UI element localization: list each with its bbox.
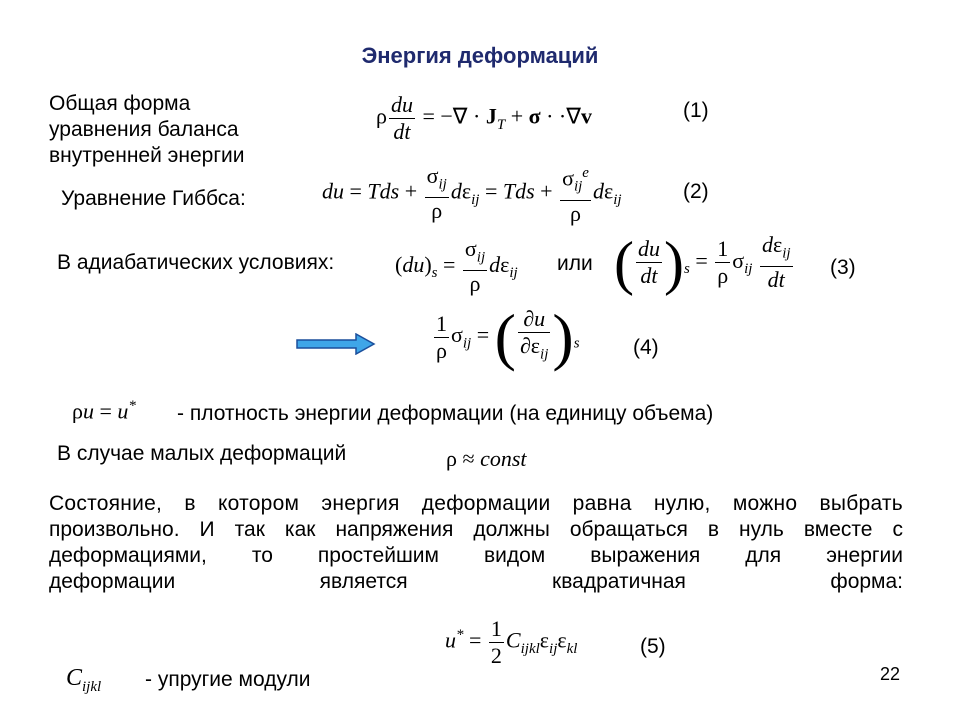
equation-number-4: (4)	[633, 336, 659, 359]
equation-3a: $(du)_s$ = $\frac{\sigma_{ij}}{\rho}$ $d\varepsilon_{ij}$	[395, 236, 518, 297]
arrow-right-icon	[296, 333, 376, 355]
elastic-moduli-label: - упругие модули	[145, 668, 311, 691]
or-label: или	[557, 252, 593, 275]
equation-1: ρ $\frac{du}{dt}$ = −∇ · $J_T + \sigma \cdot \cdot\nabla v$	[376, 92, 592, 144]
equation-5: u* = $\frac{1}{2}$ $C_{ijkl}\varepsilon_{ij}\varepsilon_{kl}$	[445, 616, 578, 668]
equation-number-1: (1)	[683, 99, 709, 122]
equation-2: du = Tds + $\frac{\sigma_{ij}}{\rho}$ $d\varepsilon_{ij}$ = Tds + $\frac{\sigma_{ij}^e}{\rho}$ $d\varepsilon_{ij}$	[322, 160, 622, 227]
paragraph-line: деформации является квадратичная форма:	[49, 570, 903, 593]
energy-density-label: - плотность энергии деформации (на единицу объема)	[177, 402, 714, 425]
general-form-line: уравнения баланса	[49, 118, 239, 141]
adiabatic-label: В адиабатических условиях:	[57, 251, 335, 274]
equation-3b: ( $\frac{du}{dt}$ )$_s$ = $\frac{1}{\rho}$ $\sigma_{ij}$ $\frac{d\varepsilon_{ij}}{dt}$	[614, 229, 791, 296]
paragraph	[49, 491, 903, 595]
rho-const-formula: ρ ≈ const	[446, 446, 527, 471]
page-number: 22	[880, 664, 901, 684]
paragraph-line: деформациями, то простейшим видом выражения для энергии	[49, 544, 903, 567]
general-form-line: Общая форма	[49, 92, 191, 115]
paragraph-line: Состояние, в котором энергия деформации равна нулю, можно выбрать	[49, 492, 903, 515]
energy-density-formula: ρu = u*	[72, 398, 136, 424]
equation-number-2: (2)	[683, 180, 709, 203]
general-form-line: внутренней энергии	[49, 144, 245, 167]
small-deformations-label: В случае малых деформаций	[57, 442, 347, 465]
equation-number-5: (5)	[640, 635, 666, 658]
slide-title: Энергия деформаций	[361, 43, 599, 68]
elastic-moduli-symbol: $C_{ijkl}$	[66, 665, 102, 695]
equation-4: $\frac{1}{\rho}$ $\sigma_{ij}$ = ( $\frac{\partial u}{\partial\varepsilon_{ij}}$ )$_s$	[436, 301, 580, 372]
equation-number-3: (3)	[830, 256, 856, 279]
paragraph-line: произвольно. И так как напряжения должны обращаться в нуль вместе с	[49, 518, 903, 541]
gibbs-label: Уравнение Гиббса:	[61, 187, 246, 210]
general-form-label	[49, 91, 244, 169]
